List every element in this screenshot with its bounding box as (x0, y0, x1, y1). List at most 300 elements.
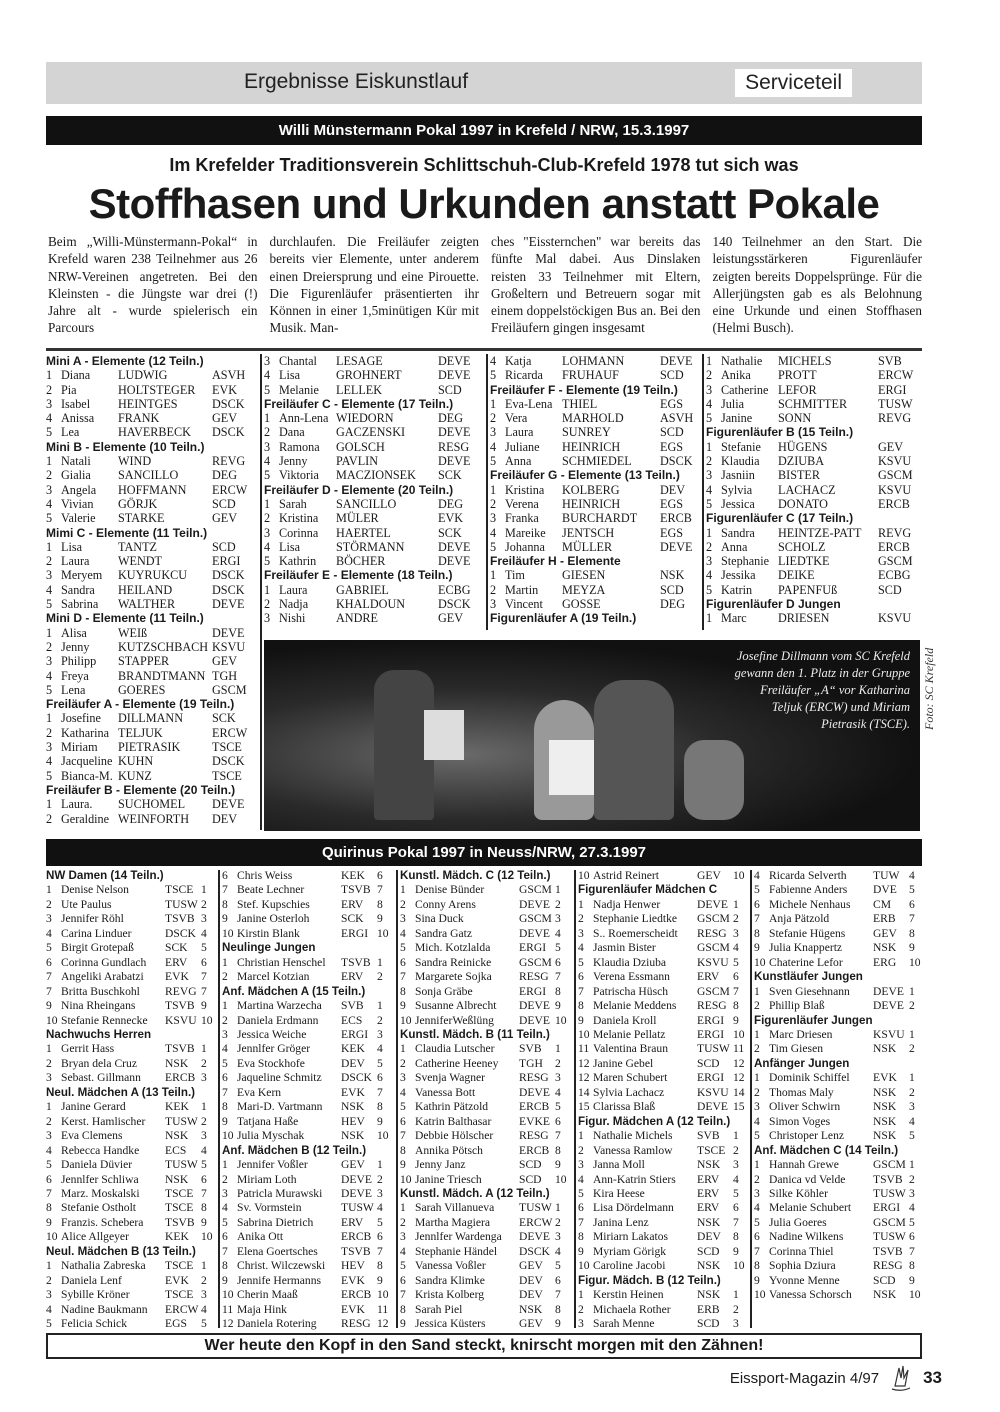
last-name: DRIESEN (778, 611, 830, 626)
rank: 3 (264, 439, 271, 454)
last-name: BÖCHER (336, 554, 386, 569)
category-heading: Anf. Mädchen B (12 Teiln.) (222, 1143, 367, 1157)
last-name: KUNZ (118, 768, 152, 783)
placement: 6 (201, 1172, 207, 1186)
result-row (706, 354, 916, 368)
result-row (754, 999, 926, 1013)
club: DEVE (519, 999, 550, 1013)
first-name: Catherine (721, 382, 769, 397)
club: TSCE (212, 740, 242, 755)
result-row (222, 1028, 394, 1042)
first-name: Kristina (505, 482, 545, 497)
club: DEVE (341, 1186, 372, 1200)
first-name: Laura (61, 554, 90, 569)
club: SCD (438, 382, 462, 397)
rank: 5 (490, 454, 497, 469)
rank: 4 (754, 1201, 760, 1215)
result-row (46, 769, 250, 783)
rank: 5 (754, 883, 760, 897)
club: KSVU (878, 454, 912, 469)
club: SCD (660, 368, 684, 383)
rank: 4 (754, 869, 760, 882)
rank: 3 (46, 912, 52, 926)
placement: 11 (733, 1042, 745, 1056)
rank: 4 (578, 941, 584, 955)
skater-name: Sarah Piel (415, 1302, 463, 1316)
skater-name: Janna Moll (593, 1158, 645, 1172)
placement: 7 (555, 970, 561, 984)
result-row (578, 1014, 750, 1028)
club: SCK (341, 912, 364, 926)
club: TSVB (341, 1244, 371, 1258)
placement: 12 (733, 1071, 745, 1085)
club: GSCM (697, 941, 730, 955)
placement: 9 (377, 1273, 383, 1287)
club: ERCW (165, 1302, 199, 1316)
rank: 1 (222, 955, 228, 969)
first-name: Corinna (279, 525, 319, 540)
skater-name: Britta Buschkohl (61, 984, 140, 998)
rank: 2 (46, 1273, 52, 1287)
placement: 8 (733, 999, 739, 1013)
last-name: LACHACZ (778, 482, 836, 497)
club: TSCE (165, 1288, 194, 1302)
result-row (490, 440, 698, 454)
rank: 2 (46, 897, 52, 911)
placement: 9 (555, 999, 561, 1013)
club: NSK (873, 1085, 897, 1099)
club: ECBG (878, 568, 911, 583)
club: ERGI (519, 941, 547, 955)
placement: 3 (733, 1158, 739, 1172)
result-row (46, 812, 250, 826)
rank: 3 (264, 611, 271, 626)
rank: 8 (222, 1259, 228, 1273)
placement: 2 (733, 912, 739, 926)
club: SCD (212, 496, 236, 511)
club: SVB (878, 354, 902, 368)
result-row (754, 1187, 926, 1201)
result-row (264, 383, 476, 397)
column-divider (574, 870, 576, 1328)
result-row (400, 970, 572, 984)
last-name: BURCHARDT (562, 511, 638, 526)
result-row (46, 583, 250, 597)
placement: 2 (909, 1172, 915, 1186)
result-row (490, 354, 698, 368)
rank: 8 (46, 1201, 52, 1215)
last-name: SCHOLZ (778, 539, 826, 554)
first-name: Vincent (505, 597, 543, 612)
skater-name: Sandra Reinicke (415, 955, 492, 969)
skater-name: Stephanie Liedtke (593, 912, 678, 926)
skater-name: Daniela Kroll (593, 1013, 657, 1027)
skater-name: Sandra Gatz (415, 926, 472, 940)
skater-name: Sebast. Gillmann (61, 1071, 141, 1085)
result-row (222, 1274, 394, 1288)
rank: 2 (46, 811, 53, 826)
placement: 5 (733, 1186, 739, 1200)
placement: 7 (555, 1129, 561, 1143)
last-name: GROHNERT (336, 368, 402, 383)
first-name: Sarah (279, 496, 307, 511)
skater-name: Valentina Braun (593, 1042, 669, 1056)
placement: 1 (909, 1027, 915, 1041)
last-name: TELJUK (118, 725, 163, 740)
club: TSVB (873, 1244, 903, 1258)
placement: 7 (201, 1186, 207, 1200)
club: KSVU (697, 1085, 729, 1099)
first-name: Klaudia (721, 454, 760, 469)
last-name: SUCHOMEL (118, 797, 186, 812)
club: NSK (697, 1215, 721, 1229)
placement: 8 (377, 1100, 383, 1114)
result-row (578, 869, 750, 883)
first-name: Isabel (61, 396, 91, 411)
last-name: SCHMITTER (778, 396, 848, 411)
rank: 2 (46, 554, 53, 569)
placement: 6 (909, 1230, 915, 1244)
first-name: Lena (61, 682, 86, 697)
last-name: STÖRMANN (336, 539, 405, 554)
club: ERGI (212, 554, 241, 569)
rank: 5 (46, 425, 53, 440)
club: GEV (878, 439, 904, 454)
rank: 9 (222, 1114, 228, 1128)
placement: 14 (733, 1085, 745, 1099)
last-name: HOFFMANN (118, 482, 187, 497)
skater-name: Sv. Vormstein (237, 1201, 302, 1215)
rank: 4 (46, 668, 53, 683)
club: EGS (660, 525, 684, 540)
result-row (46, 1187, 218, 1201)
club: ERV (341, 970, 364, 984)
result-row (46, 1042, 218, 1056)
rank: 5 (264, 468, 271, 483)
skater-name: Nathalia Zabreska (61, 1259, 146, 1273)
result-row (46, 1317, 218, 1331)
skater-name: Sophia Dziura (769, 1259, 836, 1273)
rank: 4 (46, 1302, 52, 1316)
result-row (706, 411, 916, 425)
placement: 5 (201, 941, 207, 955)
placement: 5 (909, 883, 915, 897)
result-row (490, 597, 698, 611)
category-heading: Freiläufer C - Elemente (17 Teiln.) (264, 396, 454, 411)
result-row (222, 1216, 394, 1230)
skater-name: Jasmin Bister (593, 941, 656, 955)
placement: 2 (555, 1215, 561, 1229)
result-row (754, 1245, 926, 1259)
last-name: ANDRE (336, 611, 378, 626)
skater-name: Sonja Gräbe (415, 984, 473, 998)
result-row (46, 540, 250, 554)
placement: 5 (555, 941, 561, 955)
result-row (578, 1201, 750, 1215)
club: ERGI (341, 1027, 369, 1041)
rank: 9 (222, 912, 228, 926)
skater-name: Stefanie Ostholt (61, 1201, 137, 1215)
club: SCD (519, 1172, 542, 1186)
rank: 7 (754, 1244, 760, 1258)
rank: 2 (46, 1114, 52, 1128)
rank: 6 (222, 1230, 228, 1244)
placement: 1 (733, 897, 739, 911)
skater-name: Miriam Loth (237, 1172, 297, 1186)
club: DEVE (519, 897, 550, 911)
club: GSCM (878, 554, 913, 569)
rank: 2 (490, 496, 497, 511)
rank: 5 (400, 1259, 406, 1273)
placement: 10 (733, 869, 745, 882)
rank: 2 (46, 639, 53, 654)
club: ERCB (519, 1100, 550, 1114)
rank: 3 (46, 482, 53, 497)
category-heading: Kunstl. Mädch. A (12 Teiln.) (400, 1186, 550, 1200)
club: ERB (697, 1302, 720, 1316)
rank: 2 (222, 1013, 228, 1027)
club: NSK (341, 1129, 365, 1143)
first-name: Mareike (505, 525, 546, 540)
result-row (754, 1230, 926, 1244)
section-header-bar (46, 62, 922, 104)
result-row (400, 1158, 572, 1172)
result-row (46, 726, 250, 740)
placement: 7 (377, 1244, 383, 1258)
first-name: Geraldine (61, 811, 110, 826)
result-row (46, 1303, 218, 1317)
result-row (400, 1042, 572, 1056)
club: ERCB (878, 539, 910, 554)
first-name: Melanie (279, 382, 319, 397)
club: TUSW (519, 1201, 552, 1215)
result-row (754, 1028, 926, 1042)
rank: 4 (754, 1114, 760, 1128)
rank: 9 (400, 1317, 406, 1331)
result-row (46, 740, 250, 754)
club: TSCE (165, 1259, 194, 1273)
last-name: LIEDTKE (778, 554, 830, 569)
club: TUSW (165, 897, 198, 911)
result-row (222, 1014, 394, 1028)
placement: 6 (555, 955, 561, 969)
skater-name: S.. Roemerscheidt (593, 926, 678, 940)
skater-name: Carina Linduer (61, 926, 132, 940)
rank: 9 (400, 999, 406, 1013)
club: GEV (873, 926, 897, 940)
rank: 5 (46, 768, 53, 783)
rank: 3 (706, 468, 713, 483)
result-row (46, 754, 250, 768)
placement: 12 (733, 1056, 745, 1070)
last-name: BRANDTMANN (118, 668, 206, 683)
placement: 1 (201, 1042, 207, 1056)
first-name: Pia (61, 382, 77, 397)
last-name: HEINTGES (118, 396, 178, 411)
club: EVK (873, 1071, 897, 1085)
placement: 5 (555, 1100, 561, 1114)
category-heading: Neul. Mädchen B (13 Teiln.) (46, 1244, 196, 1258)
skater-name: Ute Paulus (61, 897, 112, 911)
first-name: Diana (61, 368, 91, 383)
rank: 2 (400, 1215, 406, 1229)
last-name: GABRIEL (336, 582, 389, 597)
skater-name: Denise Bünder (415, 883, 485, 897)
result-row (46, 368, 250, 382)
result-row (222, 1230, 394, 1244)
rank: 5 (578, 1186, 584, 1200)
placement: 8 (909, 926, 915, 940)
results-column (706, 354, 916, 626)
last-name: KUYRUKCU (118, 568, 188, 583)
first-name: Sabrina (61, 597, 99, 612)
club: GEV (438, 611, 464, 626)
rank: 4 (46, 754, 53, 769)
rank: 1 (400, 1042, 406, 1056)
skater-name: Patrischa Hüsch (593, 984, 669, 998)
placement: 2 (201, 1273, 207, 1287)
club: NSK (697, 1288, 721, 1302)
result-row (46, 1288, 218, 1302)
skater-logo-icon (889, 1364, 913, 1392)
rank: 10 (578, 869, 590, 882)
skater-name: JenniferWeßlüng (415, 1013, 494, 1027)
result-row (46, 669, 250, 683)
club: ERGI (341, 926, 369, 940)
placement: 6 (377, 1071, 383, 1085)
result-row (706, 483, 916, 497)
placement: 1 (555, 1042, 561, 1056)
result-row (46, 497, 250, 511)
section-title: Ergebnisse Eiskunstlauf (243, 70, 469, 93)
club: SCD (697, 1317, 720, 1331)
club: DEVE (438, 425, 471, 440)
placement: 5 (201, 1158, 207, 1172)
rank: 3 (264, 354, 271, 368)
placement: 6 (201, 955, 207, 969)
rank: 2 (754, 1085, 760, 1099)
last-name: FRUHAUF (562, 368, 619, 383)
result-row (264, 454, 476, 468)
first-name: Vera (505, 411, 528, 426)
club: RESG (519, 1071, 549, 1085)
result-row (490, 583, 698, 597)
rank: 3 (754, 1186, 760, 1200)
rank: 7 (222, 1085, 228, 1099)
category-heading: Freiläufer H - Elemente (490, 554, 621, 569)
club: TSVB (165, 999, 195, 1013)
photo-credit: Foto: SC Krefeld (922, 647, 936, 730)
result-row (46, 1173, 218, 1187)
club: DEG (438, 411, 464, 426)
rank: 9 (46, 1215, 52, 1229)
club: DEVE (519, 1085, 550, 1099)
placement: 1 (201, 883, 207, 897)
result-row (46, 654, 250, 668)
club: TUW (873, 869, 900, 882)
rank: 3 (490, 597, 497, 612)
rank: 1 (46, 625, 53, 640)
category-heading: Figurenläufer Mädchen C (578, 883, 718, 897)
skater-name: Stef. Kupschies (237, 897, 310, 911)
placement: 3 (201, 1288, 207, 1302)
result-row (400, 1216, 572, 1230)
club: KSVU (212, 639, 246, 654)
placement: 10 (555, 1172, 567, 1186)
club: TUSW (697, 1042, 730, 1056)
club: DEVE (873, 999, 904, 1013)
club: EGS (165, 1317, 187, 1331)
rank: 4 (222, 1042, 228, 1056)
skater-name: Vanessa Bott (415, 1085, 476, 1099)
rank: 3 (490, 425, 497, 440)
rank: 5 (490, 368, 497, 383)
rank: 4 (400, 1085, 406, 1099)
rank: 2 (490, 582, 497, 597)
club: TSCE (165, 1186, 194, 1200)
skater-name: Kerst. Hamlischer (61, 1114, 146, 1128)
result-row (46, 468, 250, 482)
skater-name: Caroline Jacobi (593, 1259, 666, 1273)
result-row (400, 985, 572, 999)
rank: 2 (706, 368, 713, 383)
result-row (754, 1042, 926, 1056)
club: DEVE (519, 1230, 550, 1244)
rank: 7 (46, 984, 52, 998)
club: SVB (341, 999, 364, 1013)
club: DEVE (873, 984, 904, 998)
result-row (264, 511, 476, 525)
skater-name: Melanie Schubert (769, 1201, 852, 1215)
club: RESG (697, 926, 727, 940)
first-name: Ricarda (505, 368, 543, 383)
rank: 1 (46, 711, 53, 726)
result-row (706, 554, 916, 568)
result-row (46, 1129, 218, 1143)
placement: 9 (733, 1013, 739, 1027)
result-row (754, 912, 926, 926)
rank: 2 (490, 411, 497, 426)
placement: 10 (733, 1027, 745, 1041)
result-row (222, 1317, 394, 1331)
rank: 3 (578, 1158, 584, 1172)
skater-name: Beate Lechner (237, 883, 305, 897)
club: KSVU (873, 1027, 905, 1041)
result-row (264, 611, 476, 625)
club: NSK (697, 1259, 721, 1273)
skater-name: Chris Weiss (237, 869, 293, 882)
club: ERGI (697, 1027, 725, 1041)
club: GSCM (519, 955, 552, 969)
skater-name: Stefanie Rennecke (61, 1013, 148, 1027)
skater-name: Corinna Thiel (769, 1244, 834, 1258)
club: DEG (212, 468, 238, 483)
placement: 4 (555, 926, 561, 940)
results-column (222, 869, 394, 1332)
result-row (706, 583, 916, 597)
result-row (400, 1274, 572, 1288)
result-row (706, 368, 916, 382)
club: ERV (697, 1201, 720, 1215)
club: SCD (212, 539, 236, 554)
result-row (46, 1201, 218, 1215)
result-row (222, 1086, 394, 1100)
placement: 9 (201, 1215, 207, 1229)
club: EVK (438, 511, 464, 526)
rank: 4 (264, 454, 271, 469)
club: TUSW (878, 396, 913, 411)
placement: 2 (377, 970, 383, 984)
